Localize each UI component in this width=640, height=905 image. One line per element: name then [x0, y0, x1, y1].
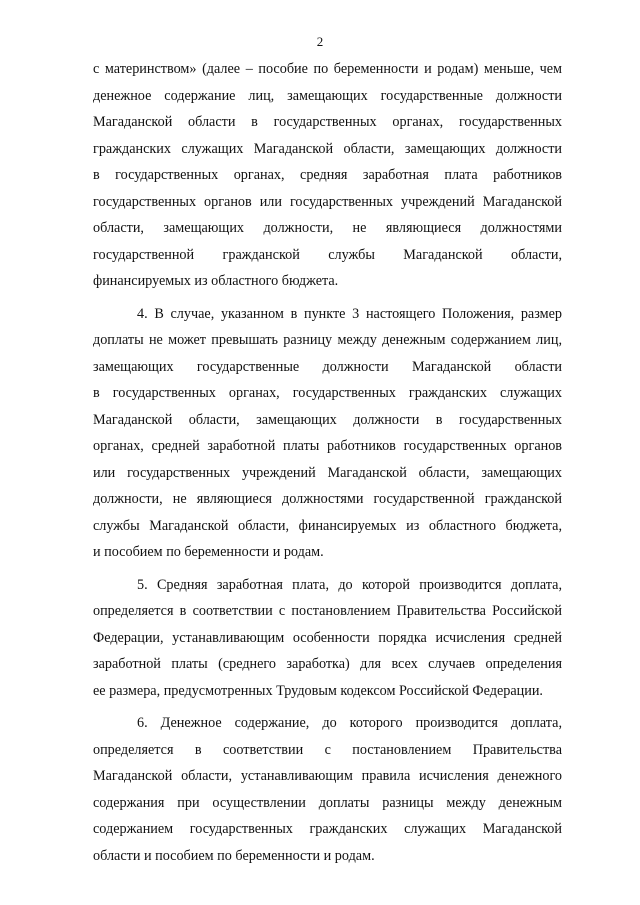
text-line: денежное содержание лиц, замещающих государственные должности	[93, 87, 562, 104]
text-line: ее размера, предусмотренных Трудовым кодексом Российской Федерации.	[93, 682, 543, 699]
text-line: и пособием по беременности и родам.	[93, 544, 324, 560]
text-line: с материнством» (далее – пособие по беременности и родам) меньше, чем	[93, 61, 562, 77]
text-line: Магаданской области, устанавливающим правила исчисления денежного	[93, 768, 562, 784]
text-line: гражданских служащих Магаданской области, замещающих должности	[93, 140, 562, 157]
text-line: доплаты не может превышать разницу между денежным содержанием лиц,	[93, 332, 562, 348]
text-line: службы Магаданской области, финансируемых из областного бюджета,	[93, 517, 562, 534]
text-line: области, замещающих должности, не являющиеся должностями	[93, 220, 562, 236]
text-line: Магаданской области в государственных органах, государственных	[93, 114, 562, 130]
text-line: в государственных органах, государственных гражданских служащих	[93, 385, 562, 401]
paragraph-6	[93, 710, 562, 869]
text-line: определяется в соответствии с постановлением Правительства	[93, 741, 562, 758]
paragraph-5	[93, 572, 562, 705]
text-line: или государственных учреждений Магаданской области, замещающих	[93, 464, 562, 481]
text-line: в государственных органах, средняя заработная плата работников	[93, 167, 562, 183]
text-line: 6. Денежное содержание, до которого производится доплата,	[137, 715, 562, 731]
text-line: Федерации, устанавливающим особенности порядка исчисления средней	[93, 629, 562, 646]
text-line: государственной гражданской службы Магаданской области,	[93, 246, 562, 263]
page-number: 2	[316, 34, 324, 49]
text-line: финансируемых из областного бюджета.	[93, 273, 339, 289]
text-line: содержанием государственных гражданских служащих Магаданской	[93, 821, 562, 837]
text-line: 5. Средняя заработная плата, до которой производится доплата,	[137, 576, 562, 593]
text-line: области и пособием по беременности и родам.	[93, 847, 375, 864]
text-line: содержания при осуществлении доплаты разницы между денежным	[93, 794, 562, 811]
text-line: органах, средней заработной платы работников государственных органов	[93, 438, 562, 454]
text-line: Магаданской области, замещающих должности в государственных	[93, 411, 562, 428]
paragraph-continued	[93, 56, 562, 295]
text-line: должности, не являющиеся должностями государственной гражданской	[93, 491, 562, 507]
text-line: 4. В случае, указанном в пункте 3 настоящего Положения, размер	[137, 305, 562, 322]
text-line: определяется в соответствии с постановлением Правительства Российской	[93, 603, 562, 619]
document-body	[93, 56, 562, 869]
paragraph-4	[93, 301, 562, 566]
text-line: государственных органов или государственных учреждений Магаданской	[93, 193, 562, 210]
text-line: замещающих государственные должности Магаданской области	[93, 358, 562, 375]
text-line: заработной платы (среднего заработка) для всех случаев определения	[93, 656, 562, 672]
